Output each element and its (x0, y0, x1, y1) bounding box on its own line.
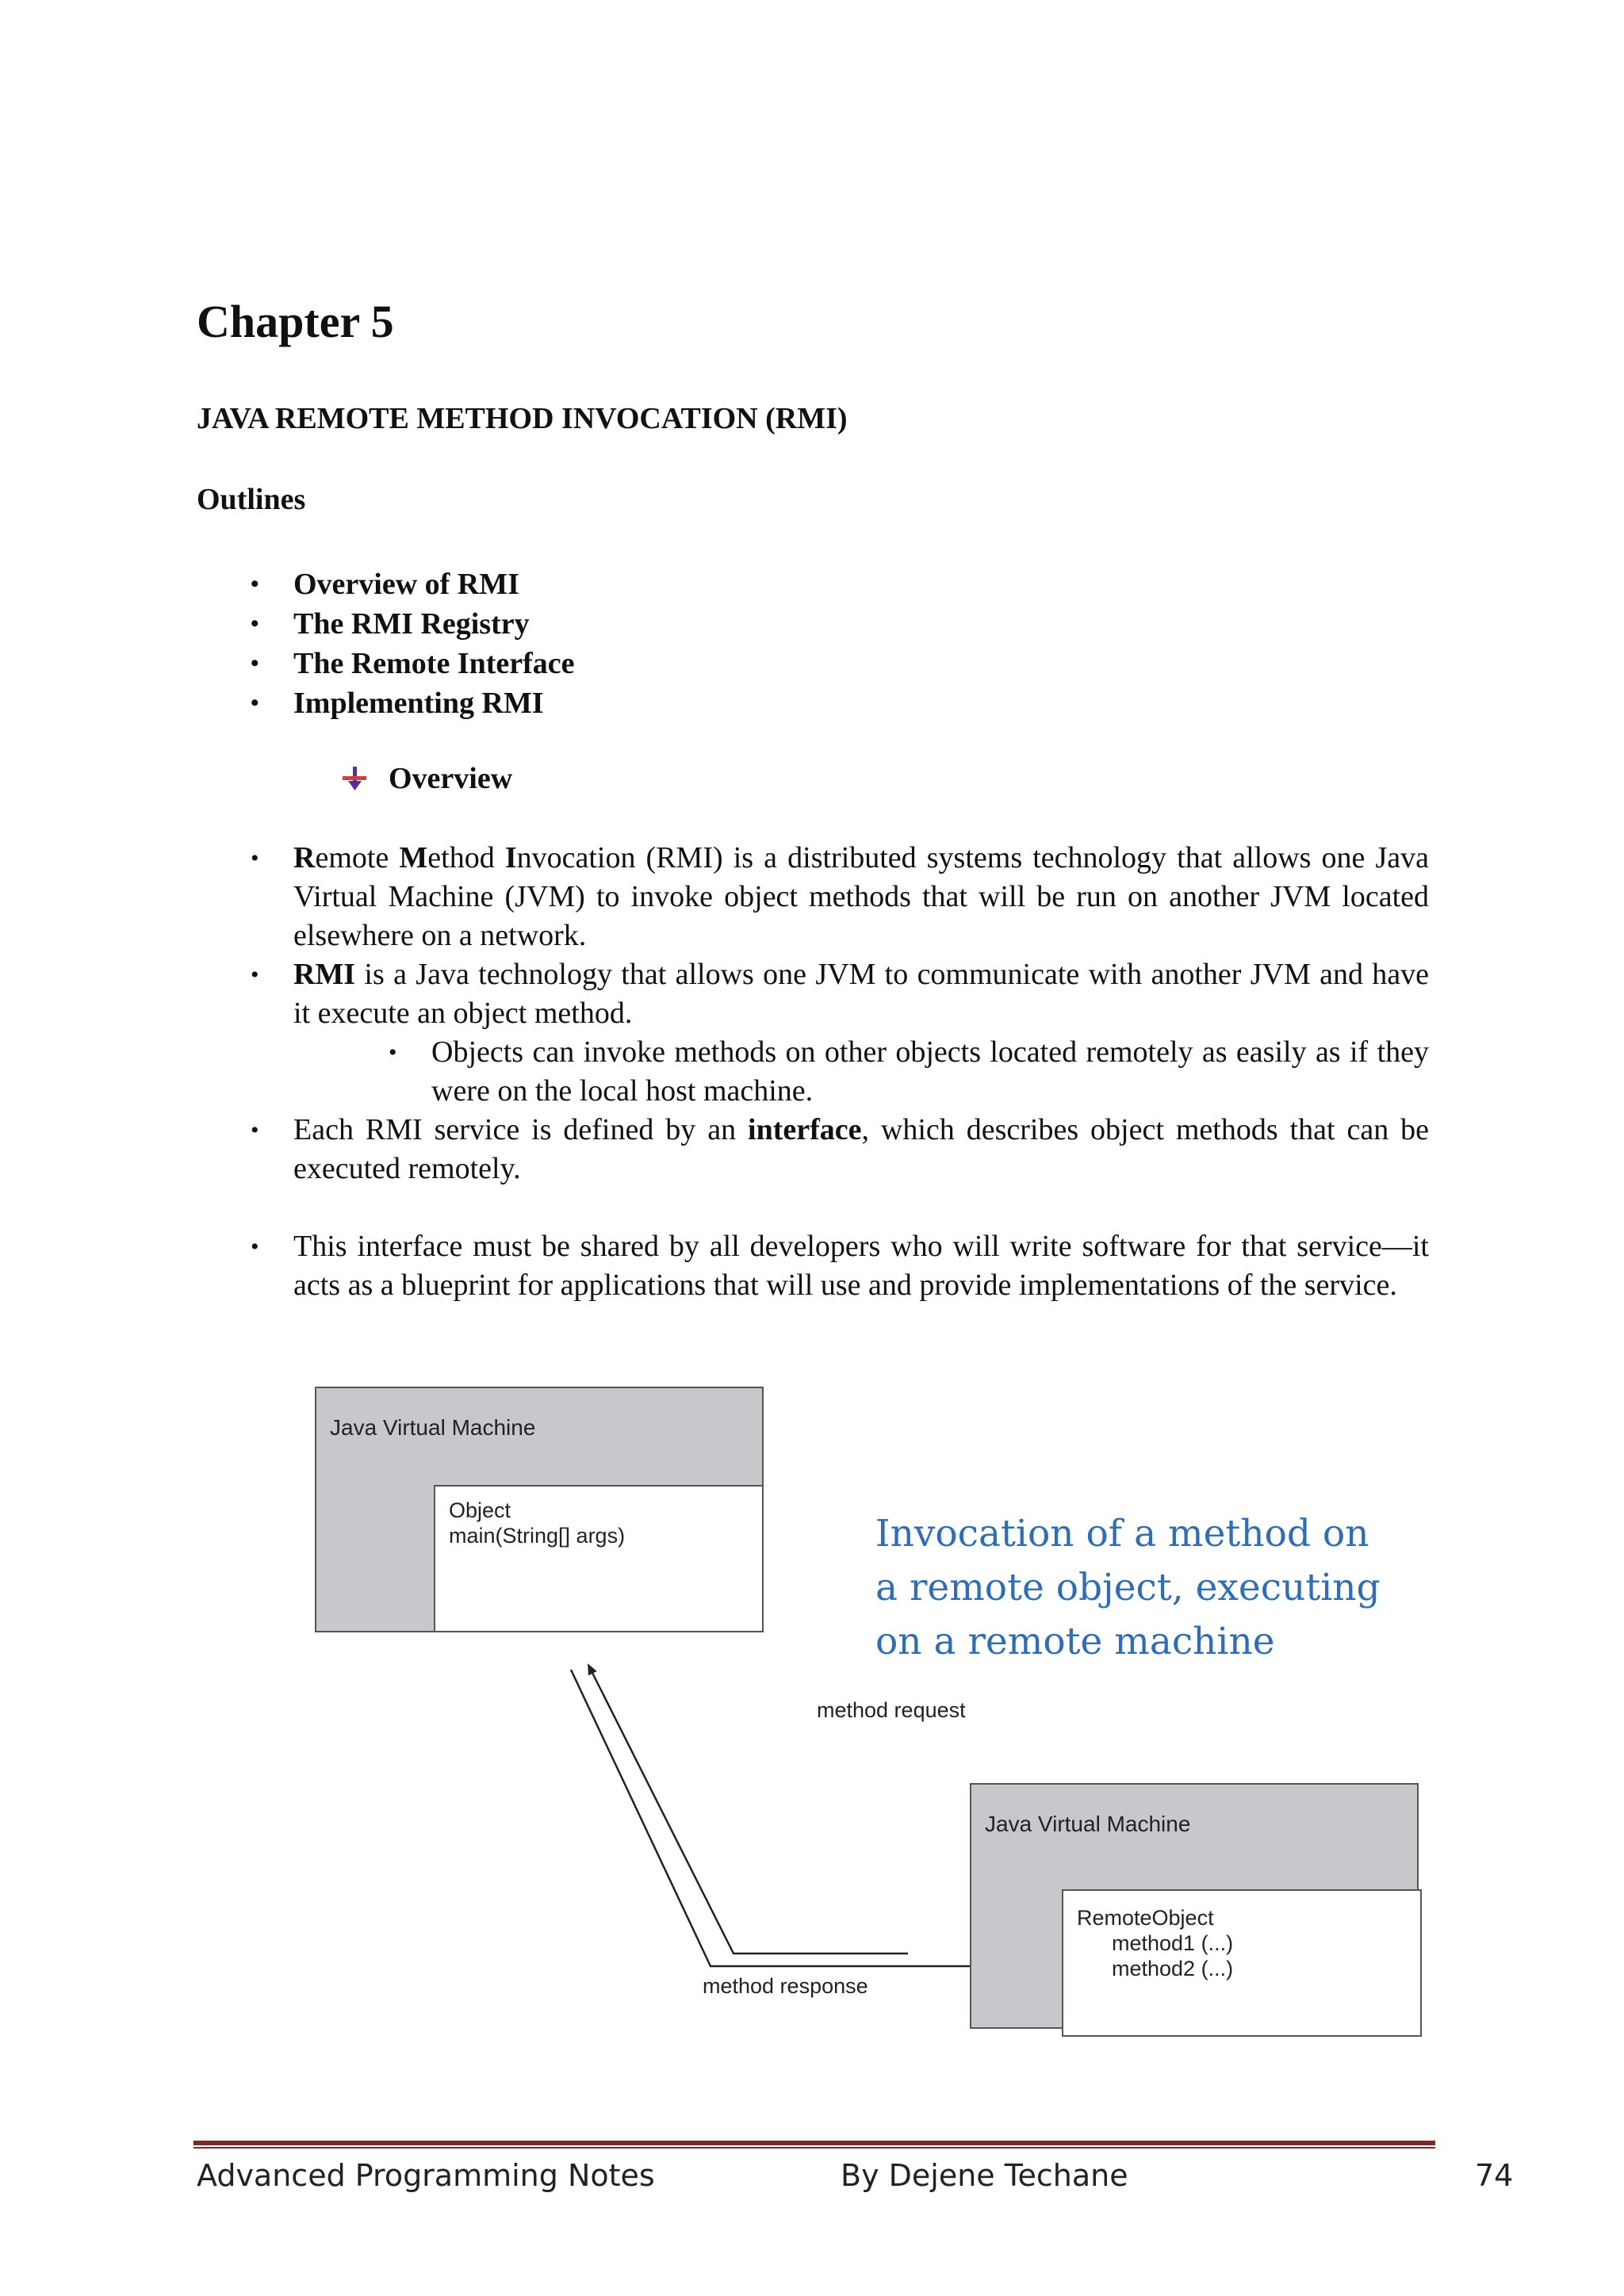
body-bullet-list (251, 839, 1429, 1305)
sub-bullet-list (293, 1033, 1429, 1111)
bullet-icon (251, 955, 282, 994)
remote-jvm-label: Java Virtual Machine (985, 1812, 1191, 1836)
remote-object-label: RemoteObject (1077, 1906, 1214, 1930)
rmi-diagram-figure (301, 1370, 1435, 2038)
local-object-box (435, 1486, 763, 1632)
body-bullet-item (251, 955, 1429, 1111)
bold-term: interface (748, 1113, 862, 1146)
bullet-icon (251, 564, 282, 604)
chapter-subtitle: JAVA REMOTE METHOD INVOCATION (RMI) (197, 402, 848, 435)
paragraph-text: This interface must be shared by all developers who will write software for that service—it acts as a blueprint for applications that will use and provide implementations of the service. (293, 1230, 1429, 1302)
cross-arrow-icon (341, 765, 368, 792)
outline-item-label: Overview of RMI (293, 568, 519, 601)
caption-line: on a remote machine (875, 1620, 1275, 1663)
caption-line: Invocation of a method on (875, 1512, 1369, 1556)
method-request-label: method request (817, 1698, 966, 1722)
footer-book-title: Advanced Programming Notes (197, 2158, 655, 2193)
page-number: 74 (1475, 2158, 1514, 2193)
outlines-heading: Outlines (197, 483, 306, 516)
object-method-label: main(String[] args) (449, 1524, 626, 1548)
paragraph-text: emote (315, 841, 400, 874)
outline-item (251, 644, 575, 683)
outline-item (251, 564, 575, 604)
footer-author: By Dejene Techane (841, 2158, 1128, 2193)
bullet-icon (251, 839, 282, 878)
outline-item-label: The Remote Interface (293, 647, 575, 680)
local-jvm-label: Java Virtual Machine (330, 1415, 536, 1440)
paragraph-text: is a Java technology that allows one JVM to communicate with another JVM and have it execute an object method. (293, 958, 1429, 1030)
method-response-label: method response (703, 1974, 868, 1998)
object-label: Object (449, 1498, 511, 1522)
outline-item (251, 683, 575, 723)
remote-object-box (1063, 1890, 1421, 2036)
overview-heading-label: Overview (389, 762, 513, 795)
paragraph-text: nvocation (RMI) is a distributed systems technology that allows one Java Virtual Machine (JVM) to invoke object methods that will be run on another JVM located elsewhere on a network. (293, 841, 1430, 952)
outline-list (251, 564, 575, 723)
footer-rule (193, 2141, 1435, 2149)
remote-method-label: method2 (...) (1112, 1957, 1234, 1980)
caption-line: a remote object, executing (875, 1566, 1381, 1609)
chapter-title: Chapter 5 (197, 296, 394, 347)
bullet-icon (389, 1033, 420, 1072)
body-bullet-item (251, 839, 1429, 955)
bullet-icon (251, 604, 282, 644)
outline-item-label: Implementing RMI (293, 687, 544, 720)
acronym-letter: R (293, 841, 316, 874)
diagram-caption (875, 1512, 1381, 1663)
outline-item-label: The RMI Registry (293, 607, 530, 641)
body-bullet-item (251, 1111, 1429, 1188)
paragraph-text: , which describes object methods that can be executed remotely. (293, 1113, 1429, 1185)
bullet-icon (251, 1227, 282, 1266)
bullet-icon (251, 1111, 282, 1150)
remote-method-label: method1 (...) (1112, 1931, 1234, 1955)
paragraph-text: Objects can invoke methods on other objects located remotely as easily as if they were on the local host machine. (431, 1035, 1429, 1108)
bold-term: RMI (293, 958, 356, 991)
acronym-letter: I (504, 841, 517, 874)
bullet-icon (251, 644, 282, 683)
acronym-letter: M (399, 841, 428, 874)
footer-rule-thin (193, 2147, 1435, 2149)
sub-bullet-item (389, 1033, 1429, 1111)
outline-item (251, 604, 575, 644)
bullet-icon (251, 683, 282, 723)
paragraph-text: ethod (427, 841, 505, 874)
footer-rule-thick (193, 2141, 1435, 2145)
body-bullet-item (251, 1227, 1429, 1305)
overview-heading (341, 761, 512, 796)
paragraph-text: Each RMI service is defined by an (293, 1113, 749, 1146)
